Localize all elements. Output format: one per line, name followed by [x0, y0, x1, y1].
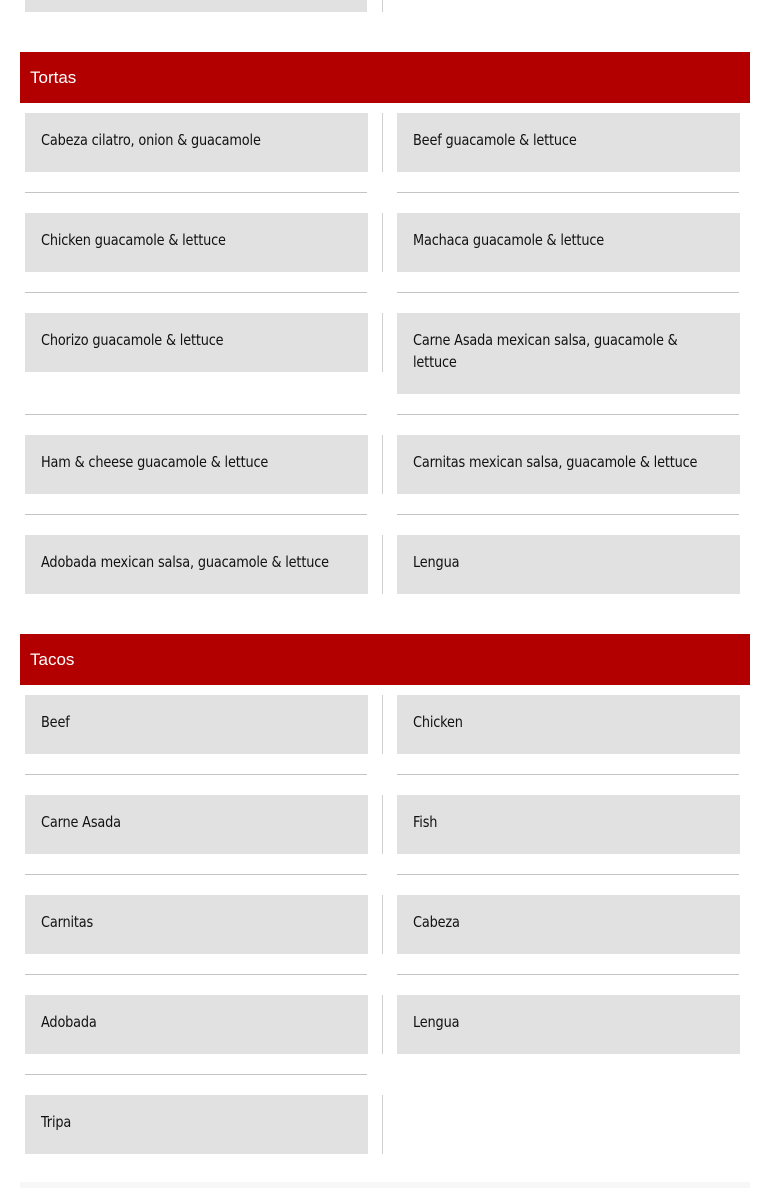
- row-separator: [397, 192, 739, 193]
- column-divider: [382, 895, 383, 954]
- column-divider: [382, 435, 383, 494]
- section-tortas: [20, 52, 750, 571]
- menu-item[interactable]: Adobada: [25, 995, 368, 1054]
- column-divider: [382, 313, 383, 372]
- menu-item[interactable]: Lengua: [397, 535, 740, 594]
- row-separator: [25, 414, 367, 415]
- menu-item[interactable]: Carnitas: [25, 895, 368, 954]
- menu-item[interactable]: Chicken: [397, 695, 740, 754]
- section-tacos: [20, 634, 750, 1131]
- column-divider: [382, 695, 383, 754]
- column-divider: [382, 0, 383, 12]
- section-header: Tortas: [20, 52, 750, 103]
- row-separator: [25, 514, 367, 515]
- menu-item[interactable]: Chorizo guacamole & lettuce: [25, 313, 368, 372]
- row-separator: [25, 974, 367, 975]
- menu-item[interactable]: Carnitas mexican salsa, guacamole & lettuce: [397, 435, 740, 494]
- row-separator: [397, 974, 739, 975]
- previous-menu-item[interactable]: [25, 0, 367, 12]
- row-separator: [397, 514, 739, 515]
- menu-item[interactable]: Lengua: [397, 995, 740, 1054]
- column-divider: [382, 995, 383, 1054]
- row-separator: [397, 292, 739, 293]
- row-separator: [397, 874, 739, 875]
- column-divider: [382, 535, 383, 594]
- menu-item[interactable]: Chicken guacamole & lettuce: [25, 213, 368, 272]
- menu-item[interactable]: Fish: [397, 795, 740, 854]
- menu-item[interactable]: Carne Asada: [25, 795, 368, 854]
- row-separator: [25, 192, 367, 193]
- menu-item[interactable]: Cabeza cilatro, onion & guacamole: [25, 113, 368, 172]
- menu-item[interactable]: Beef: [25, 695, 368, 754]
- column-divider: [382, 1095, 383, 1154]
- menu-item[interactable]: Ham & cheese guacamole & lettuce: [25, 435, 368, 494]
- menu-item[interactable]: Tripa: [25, 1095, 368, 1154]
- menu-item[interactable]: Beef guacamole & lettuce: [397, 113, 740, 172]
- row-separator: [25, 1074, 367, 1075]
- row-separator: [25, 774, 367, 775]
- menu-item[interactable]: Carne Asada mexican salsa, guacamole & lettuce: [397, 313, 740, 394]
- row-separator: [25, 874, 367, 875]
- row-separator: [397, 414, 739, 415]
- menu-item[interactable]: Machaca guacamole & lettuce: [397, 213, 740, 272]
- row-separator: [25, 292, 367, 293]
- column-divider: [382, 795, 383, 854]
- row-separator: [397, 774, 739, 775]
- column-divider: [382, 213, 383, 272]
- column-divider: [382, 113, 383, 172]
- next-section-edge: [20, 1182, 750, 1188]
- section-header: Tacos: [20, 634, 750, 685]
- menu-item[interactable]: Cabeza: [397, 895, 740, 954]
- menu-item[interactable]: Adobada mexican salsa, guacamole & lettuce: [25, 535, 368, 594]
